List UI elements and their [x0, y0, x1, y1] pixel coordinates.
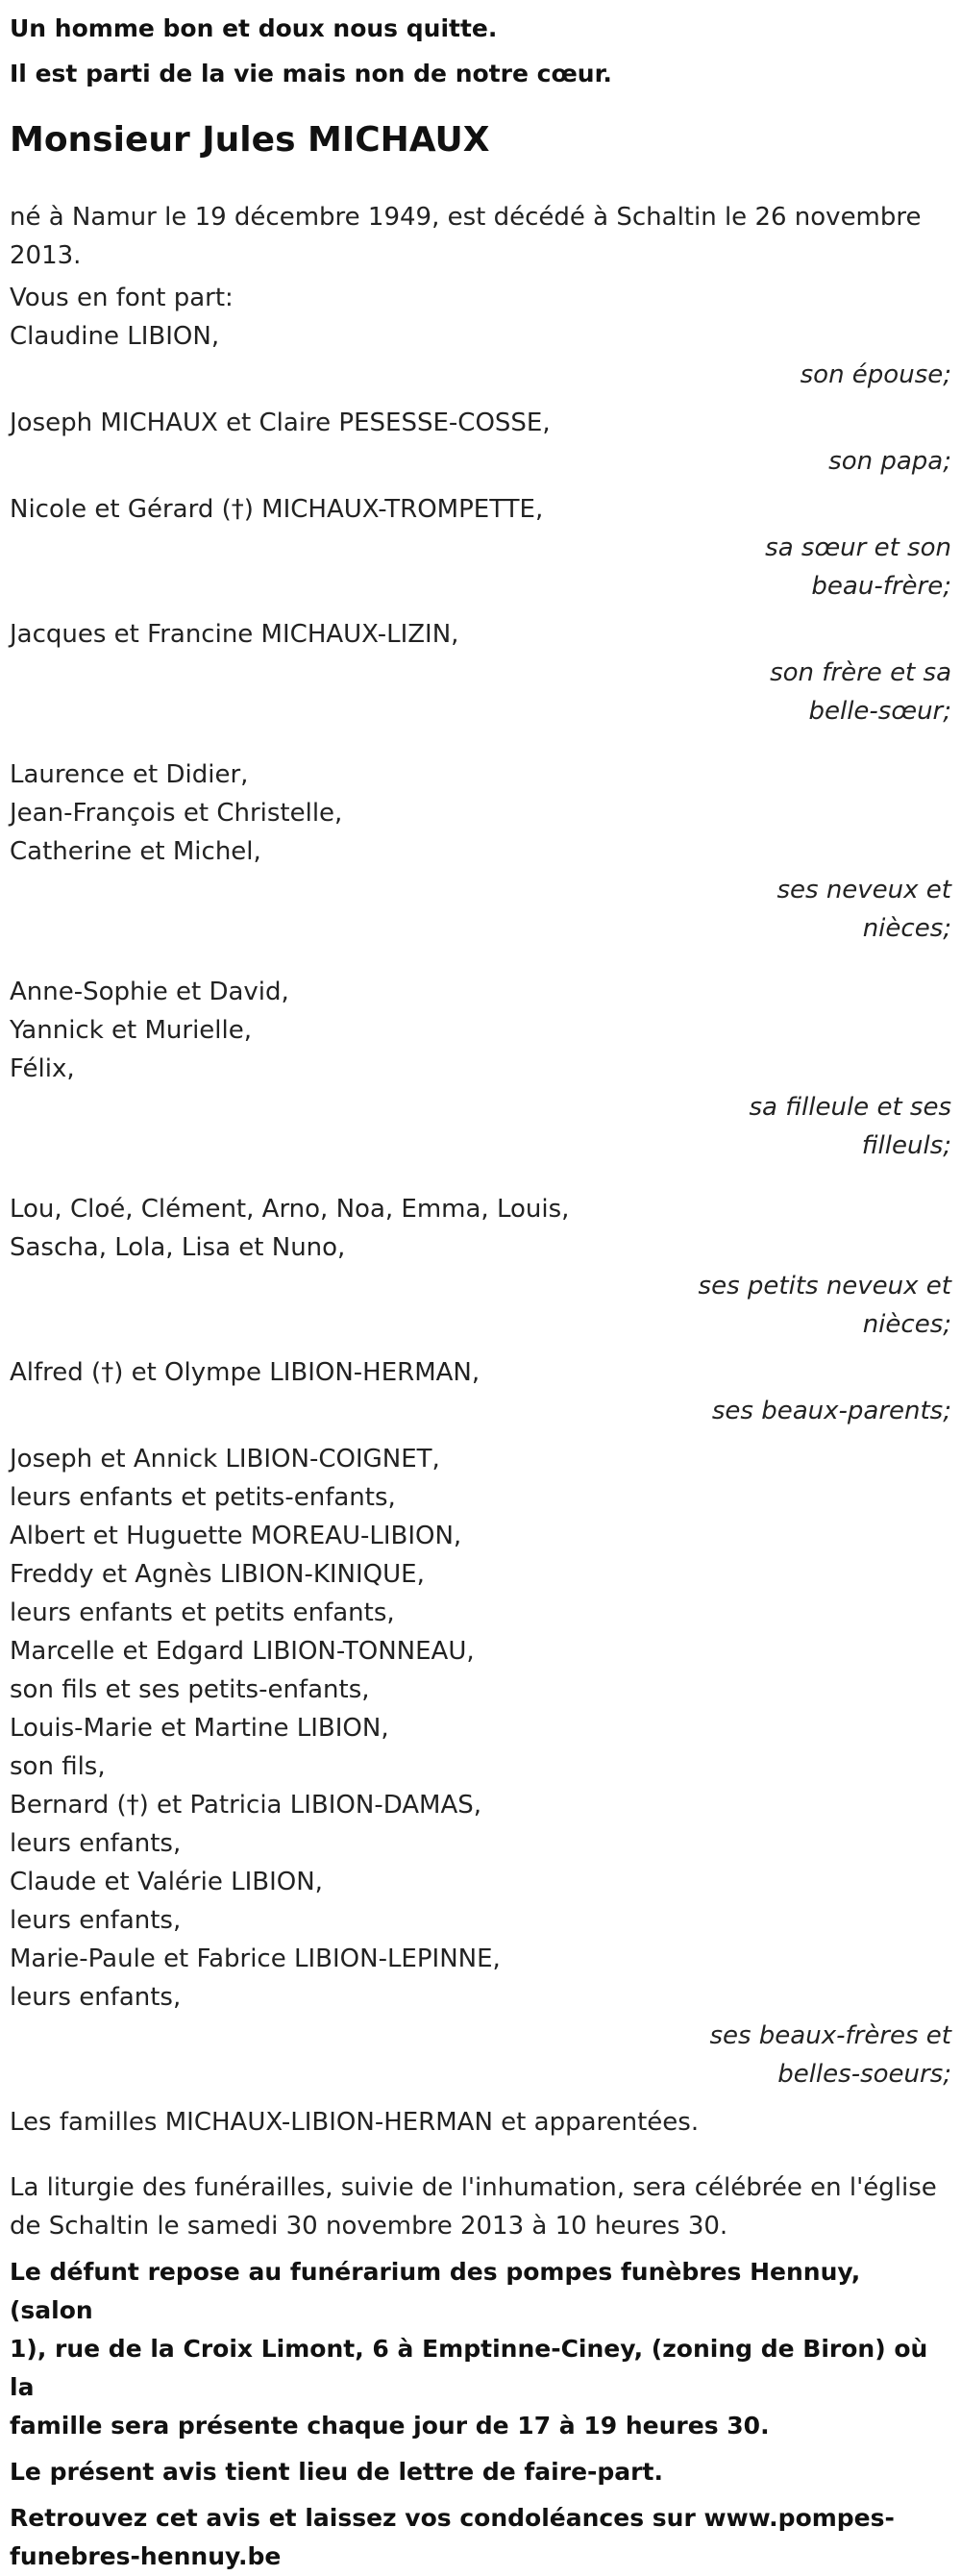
family-name: Louis-Marie et Martine LIBION,	[10, 1714, 389, 1743]
family-entry-brother	[10, 615, 951, 731]
family-name: leurs enfants,	[10, 1983, 182, 2012]
family-name: Bernard (†) et Patricia LIBION-DAMAS,	[10, 1791, 482, 1820]
family-entry-godchildren	[10, 973, 951, 1165]
family-name: leurs enfants et petits-enfants,	[10, 1483, 396, 1512]
family-role: son frère et sa	[770, 658, 951, 687]
family-role: belle-sœur;	[808, 697, 951, 726]
family-name: Joseph MICHAUX et Claire PESESSE-COSSE,	[10, 409, 551, 437]
family-name: Félix,	[10, 1054, 75, 1083]
family-role: nièces;	[862, 914, 951, 943]
family-name: Anne-Sophie et David,	[10, 978, 289, 1006]
rest-line-3: famille sera présente chaque jour de 17 à 19 heures 30.	[10, 2412, 770, 2440]
family-name: Marcelle et Edgard LIBION-TONNEAU,	[10, 1637, 475, 1666]
condolences-info	[10, 2499, 951, 2576]
birth-line-2: 2013.	[10, 241, 82, 270]
intro-line-1: Un homme bon et doux nous quitte.	[10, 14, 498, 42]
family-role: ses beaux-parents;	[711, 1397, 951, 1425]
family-name: leurs enfants et petits enfants,	[10, 1598, 395, 1627]
family-role: son épouse;	[800, 360, 951, 389]
family-name: Claudine LIBION,	[10, 322, 220, 351]
family-name: leurs enfants,	[10, 1906, 182, 1935]
family-role: son papa;	[828, 447, 951, 476]
notice-line: Le présent avis tient lieu de lettre de faire-part.	[10, 2458, 663, 2486]
families-line: Les familles MICHAUX-LIBION-HERMAN et apparentées.	[10, 2108, 700, 2137]
page-title: Monsieur Jules MICHAUX	[10, 120, 490, 160]
family-name: Jacques et Francine MICHAUX-LIZIN,	[10, 620, 459, 649]
family-name: Joseph et Annick LIBION-COIGNET,	[10, 1445, 440, 1474]
announce-label: Vous en font part:	[10, 284, 234, 312]
condolences-line-1: Retrouvez cet avis et laissez vos condoléances sur www.pompes-	[10, 2504, 895, 2532]
family-role: sa sœur et son	[765, 533, 951, 562]
family-entry-nephews	[10, 755, 951, 948]
birth-line-1: né à Namur le 19 décembre 1949, est décédé à Schaltin le 26 novembre	[10, 203, 922, 232]
family-name: Marie-Paule et Fabrice LIBION-LEPINNE,	[10, 1944, 501, 1973]
family-role: beau-frère;	[811, 572, 951, 601]
funeral-info	[10, 2168, 951, 2245]
family-name: Freddy et Agnès LIBION-KINIQUE,	[10, 1560, 425, 1589]
family-name: Yannick et Murielle,	[10, 1016, 253, 1045]
family-name: Albert et Huguette MOREAU-LIBION,	[10, 1522, 462, 1550]
family-entry-grandnephews	[10, 1190, 951, 1344]
family-role: ses petits neveux et	[698, 1272, 951, 1300]
family-entry-parents-in-law	[10, 1353, 951, 1430]
family-name: Catherine et Michel,	[10, 837, 261, 866]
family-name: leurs enfants,	[10, 1829, 182, 1858]
family-list	[10, 317, 951, 2093]
family-name: Alfred (†) et Olympe LIBION-HERMAN,	[10, 1358, 480, 1387]
family-name: Sascha, Lola, Lisa et Nuno,	[10, 1233, 346, 1262]
intro-line-2: Il est parti de la vie mais non de notre cœur.	[10, 60, 612, 87]
family-name: son fils,	[10, 1752, 106, 1781]
rest-line-2: 1), rue de la Croix Limont, 6 à Emptinne-Ciney, (zoning de Biron) où la	[10, 2335, 928, 2401]
family-entry-father	[10, 404, 951, 481]
funeral-line-2: de Schaltin le samedi 30 novembre 2013 à 10 heures 30.	[10, 2212, 728, 2241]
family-name: Jean-François et Christelle,	[10, 799, 343, 828]
family-entry-spouse	[10, 317, 951, 394]
family-name: Nicole et Gérard (†) MICHAUX-TROMPETTE,	[10, 495, 544, 524]
condolences-link[interactable]: funebres-hennuy.be	[10, 2542, 282, 2570]
family-entry-sister	[10, 490, 951, 606]
family-role: sa filleule et ses	[749, 1093, 951, 1122]
family-name: son fils et ses petits-enfants,	[10, 1675, 370, 1704]
rest-info	[10, 2253, 951, 2445]
family-role: belles-soeurs;	[777, 2060, 951, 2089]
rest-line-1: Le défunt repose au funérarium des pompes funèbres Hennuy, (salon	[10, 2258, 861, 2324]
birth-info	[10, 198, 951, 275]
family-role: nièces;	[862, 1310, 951, 1339]
family-name: Laurence et Didier,	[10, 760, 249, 789]
funeral-line-1: La liturgie des funérailles, suivie de l'inhumation, sera célébrée en l'église	[10, 2173, 937, 2202]
family-name: Lou, Cloé, Clément, Arno, Noa, Emma, Louis,	[10, 1195, 570, 1224]
family-entry-siblings-in-law	[10, 1440, 951, 2093]
family-name: Claude et Valérie LIBION,	[10, 1868, 323, 1896]
family-role: ses beaux-frères et	[709, 2021, 951, 2050]
family-role: filleuls;	[861, 1131, 951, 1160]
intro	[10, 0, 951, 96]
family-role: ses neveux et	[776, 876, 951, 904]
